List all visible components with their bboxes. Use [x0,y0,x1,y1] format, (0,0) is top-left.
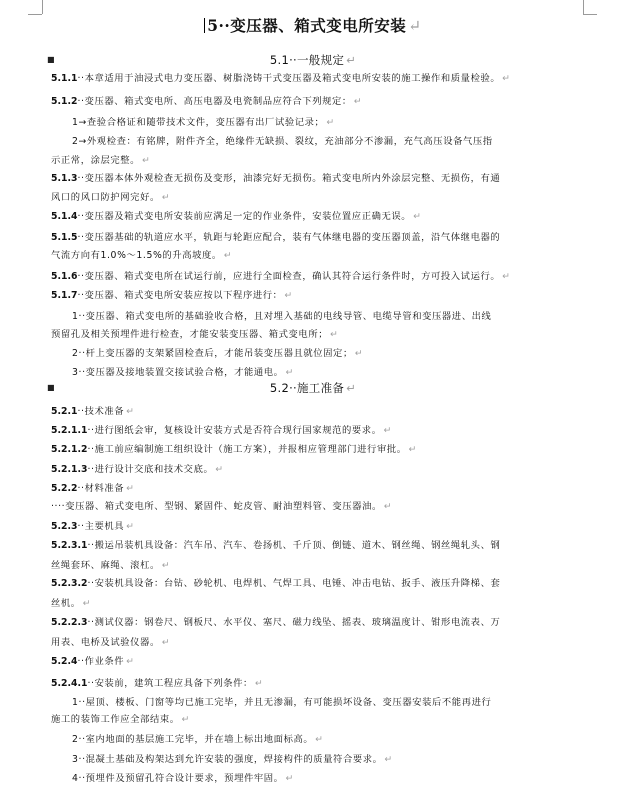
clause-number: 5.2.2 [51,483,78,494]
paragraph-line[interactable] [51,250,579,262]
page-title[interactable]: 5··变压器、箱式变电所安装 ↵ [0,14,626,36]
paragraph-text: 2··杆上变压器的支架紧固检查后，才能吊装变压器且就位固定； [72,348,353,359]
paragraph-text: 风口的风口防护网完好。 [51,192,160,203]
paragraph-line[interactable] [51,73,579,85]
section-heading-text: 5.2··施工准备 [269,381,345,395]
clause-number: 5.2.2.3 [51,617,88,628]
paragraph-line[interactable] [72,311,579,323]
paragraph-text: ··安装前，建筑工程应具备下列条件： [87,678,253,689]
paragraph-line[interactable] [51,155,579,167]
clause-number: 5.1.7 [51,290,78,301]
clause-number: 5.2.1.3 [51,464,88,475]
paragraph-text: ··变压器、箱式变电所安装应按以下程序进行： [77,290,283,301]
section-heading-text: 5.1··一般规定 [269,53,345,67]
paragraph-line[interactable] [72,136,579,148]
paragraph-mark-icon: ↵ [330,329,339,340]
paragraph-text: 2··室内地面的基层施工完毕，并在墙上标出地面标高。 [72,734,314,745]
paragraph-line[interactable] [51,501,579,513]
clause-number: 5.2.4.1 [51,678,88,689]
paragraph-mark-icon: ↵ [181,714,191,725]
paragraph-text: ··材料准备 [77,483,125,494]
paragraph-mark-icon: ↵ [126,521,135,532]
clause-number: 5.2.3.2 [51,578,88,589]
clause-number: 5.2.1.2 [51,444,88,455]
paragraph-text: ··变压器基础的轨道应水平，轨距与轮距应配合，装有气体继电器的变压器顶盖，沿气体继电器的 [77,232,501,243]
clause-number: 5.1.6 [51,271,78,282]
paragraph-line[interactable] [72,367,579,379]
paragraph-text: ··测试仪器：钢卷尺、钢板尺、水平仪、塞尺、磁力线坠、摇表、玻璃温度计、钳形电流表、万 [87,617,501,628]
paragraph-line[interactable] [51,714,579,726]
paragraph-mark-icon: ↵ [161,637,171,648]
paragraph-text: ··变压器及箱式变电所安装前应满足一定的作业条件，安装位置应正确无误。 [77,211,412,222]
paragraph-mark-icon: ↵ [161,560,171,571]
paragraph-mark-icon: ↵ [223,250,233,261]
paragraph-text: ··主要机具 [77,521,125,532]
paragraph-mark-icon: ↵ [346,381,357,395]
paragraph-mark-icon: ↵ [284,290,293,301]
paragraph-text: 施工的装饰工作应全部结束。 [51,714,180,725]
paragraph-mark-icon: ↵ [215,464,224,475]
paragraph-text: 2→外观检查：有铭牌，附件齐全，绝缘件无缺损、裂纹，充油部分不渗漏，充气高压设备气压指 [72,136,493,147]
paragraph-mark-icon: ↵ [346,53,357,67]
paragraph-text: 丝机。 [51,598,81,609]
paragraph-text: ··作业条件 [77,656,125,667]
paragraph-text: ··施工前应编制施工组织设计（施工方案），并报相应管理部门进行审批。 [87,444,407,455]
paragraph-mark-icon: ↵ [353,96,363,107]
section-heading[interactable] [0,380,626,396]
paragraph-line[interactable] [51,540,579,552]
paragraph-line[interactable] [51,598,579,610]
paragraph-line[interactable] [51,637,579,649]
paragraph-mark-icon: ↵ [285,773,294,784]
paragraph-text: 示正常，涂层完整。 [51,155,141,166]
paragraph-mark-icon: ↵ [126,483,135,494]
paragraph-mark-icon: ↵ [82,598,92,609]
paragraph-text: ··本章适用于油浸式电力变压器、树脂浇铸干式变压器及箱式变电所安装的施工操作和质量检验。 [77,73,501,84]
clause-number: 5.1.5 [51,232,78,243]
paragraph-line[interactable] [51,406,579,418]
clause-number: 5.2.3 [51,521,78,532]
paragraph-line[interactable] [72,117,579,129]
paragraph-mark-icon: ↵ [326,117,335,128]
paragraph-line[interactable] [51,425,579,437]
paragraph-line[interactable] [51,521,579,533]
paragraph-line[interactable] [51,271,579,283]
paragraph-text: ··安装机具设备：台钻、砂轮机、电焊机、气焊工具、电锤、冲击电钻、扳手、液压升降梯、套 [87,578,501,589]
paragraph-mark-icon: ↵ [126,656,135,667]
clause-number: 5.1.4 [51,211,78,222]
paragraph-mark-icon: ↵ [285,367,294,378]
paragraph-mark-icon: ↵ [384,754,393,765]
paragraph-line[interactable] [51,290,579,302]
clause-number: 5.2.1.1 [51,425,88,436]
paragraph-text: 1··变压器、箱式变电所的基础验收合格，且对埋入基础的电线导管、电缆导管和变压器进、出线 [72,311,492,322]
clause-number: 5.1.3 [51,173,78,184]
paragraph-text: 1→查验合格证和随带技术文件，变压器有出厂试验记录； [72,117,325,128]
clause-number: 5.2.4 [51,656,78,667]
paragraph-mark-icon: ↵ [161,192,171,203]
list-bullet-icon: ■ [47,55,55,64]
paragraph-mark-icon: ↵ [408,444,418,455]
paragraph-line[interactable] [72,773,579,785]
paragraph-text: ··进行图纸会审，复核设计安装方式是否符合现行国家规范的要求。 [87,425,382,436]
paragraph-text: ··进行设计交底和技术交底。 [87,464,214,475]
paragraph-text: 用表、电桥及试验仪器。 [51,637,160,648]
paragraph-line[interactable] [51,192,579,204]
paragraph-line[interactable] [51,464,579,476]
paragraph-line[interactable] [51,656,579,668]
paragraph-line[interactable] [51,444,579,456]
paragraph-line[interactable] [51,211,579,223]
paragraph-text: ··变压器、箱式变电所在试运行前，应进行全面检查，确认其符合运行条件时，方可投入试运行。 [77,271,501,282]
paragraph-line[interactable] [51,173,579,185]
paragraph-text: 气流方向有1.0%～1.5%的升高坡度。 [51,250,222,261]
clause-number: 5.2.3.1 [51,540,88,551]
paragraph-mark-icon: ↵ [383,501,393,512]
paragraph-line[interactable] [51,560,579,572]
crop-mark [583,0,584,14]
paragraph-mark-icon: ↵ [383,425,392,436]
paragraph-line[interactable] [51,232,579,244]
paragraph-text: ··技术准备 [77,406,125,417]
paragraph-text: ····变压器、箱式变电所、型钢、紧固件、蛇皮管、耐油塑料管、变压器油。 [51,501,382,512]
clause-number: 5.1.2 [51,96,78,107]
paragraph-line[interactable] [72,734,579,746]
paragraph-mark-icon: ↵ [408,17,422,35]
paragraph-line[interactable] [51,483,579,495]
paragraph-mark-icon: ↵ [315,734,324,745]
crop-mark [42,0,43,14]
paragraph-text: 3··混凝土基础及构架达到允许安装的强度，焊接构件的质量符合要求。 [72,754,383,765]
paragraph-text: 1··屋顶、楼板、门窗等均已施工完毕，并且无渗漏，有可能损坏设备、变压器安装后不能再进行 [72,697,492,708]
list-bullet-icon: ■ [47,383,55,392]
paragraph-line[interactable] [51,678,579,690]
paragraph-line[interactable] [51,96,579,108]
paragraph-text: 3··变压器及接地装置交接试验合格，才能通电。 [72,367,284,378]
paragraph-text: 预留孔及相关预埋件进行检查，才能安装变压器、箱式变电所； [51,329,329,340]
paragraph-text: ··变压器本体外观检查无损伤及变形，油漆完好无损伤。箱式变电所内外涂层完整、无损伤，有通 [77,173,501,184]
clause-number: 5.1.1 [51,73,78,84]
paragraph-line[interactable] [51,329,579,341]
clause-number: 5.2.1 [51,406,78,417]
paragraph-mark-icon: ↵ [354,348,364,359]
paragraph-mark-icon: ↵ [413,211,422,222]
paragraph-mark-icon: ↵ [502,271,511,282]
paragraph-text: 4··预埋件及预留孔符合设计要求，预埋件牢固。 [72,773,284,784]
paragraph-line[interactable] [72,348,579,360]
paragraph-text: 丝绳套环、麻绳、滚杠。 [51,560,160,571]
paragraph-mark-icon: ↵ [502,73,511,84]
paragraph-text: ··变压器、箱式变电所、高压电器及电瓷制品应符合下列规定： [77,96,352,107]
paragraph-line[interactable] [51,617,579,629]
paragraph-line[interactable] [72,754,579,766]
paragraph-mark-icon: ↵ [126,406,135,417]
paragraph-mark-icon: ↵ [254,678,264,689]
paragraph-line[interactable] [51,578,579,590]
paragraph-mark-icon: ↵ [142,155,151,166]
section-heading[interactable] [0,52,626,68]
paragraph-line[interactable] [72,697,579,709]
text-cursor [204,18,205,33]
paragraph-text: ··搬运吊装机具设备：汽车吊、汽车、卷扬机、千斤顶、倒链、道木、钢丝绳、钢丝绳轧头、钢 [87,540,501,551]
